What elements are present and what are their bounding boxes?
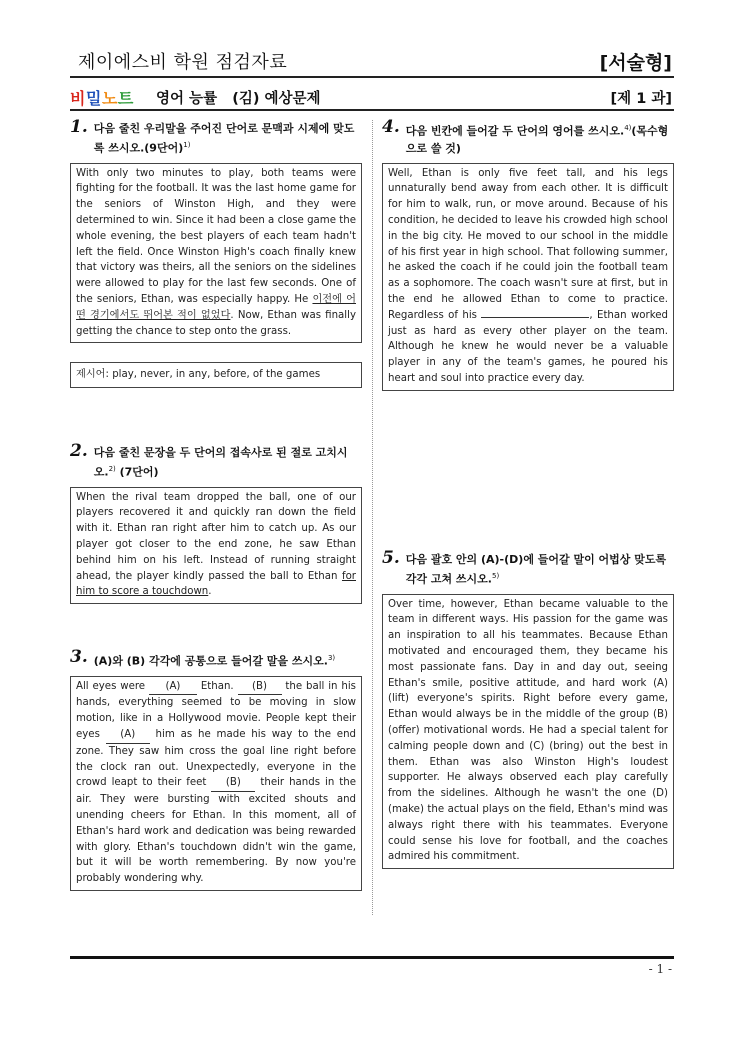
footnote-ref: 4): [624, 124, 632, 132]
question-number: 4.: [382, 117, 400, 137]
footnote-ref: 5): [491, 572, 500, 580]
question-5: [382, 548, 674, 869]
hint-box: 제시어: play, never, in any, before, of the games: [70, 362, 362, 388]
question-4: [382, 117, 674, 391]
passage-box: With only two minutes to play, both teams were fighting for the football. It was the last home game for the seniors of Winston High, and they were determined to win. Since it had been a close game the whole evening, the best players of each team hadn't left the field. Once Winston High's coach finally knew that victory was theirs, all the seniors on the sidelines were allowed to play for the last few seconds. One of the seniors, Ethan, was especially happy. He 이전에 어떤 경기에서도 뛰어본 적이 없었다. Now, Ethan was finally getting the chance to step onto the grass.: [70, 163, 362, 344]
passage-box: Over time, however, Ethan became valuable to the team in different ways. His passion for the game was an inspiration to all his teammates. Because Ethan motivated and encouraged them, they became his most passionate fans. Day in and day out, seeing Ethan's smile, positive attitude, and hard work (A) (lift) everyone's spirits. Right before every game, Ethan would always be in the middle of the group (B) (offer) motivational words. He had a special talent for calming people down and (C) (bring) out the best in them. Ethan was also Winston High's loudest supporter. He always observed each play carefully from the sidelines. Although he wasn't the one (D) (make) the actual plays on the field, Ethan's mind was always right there with his teammates. Everyone could sense his love for football, and the coaches admired his commitment.: [382, 594, 674, 870]
brand-char-3: 노: [101, 89, 118, 108]
brand-char-4: 트: [117, 89, 134, 108]
column-divider: [372, 120, 373, 915]
footnote-ref: 3): [327, 654, 336, 662]
header-rule: [70, 76, 674, 78]
question-3: [70, 647, 362, 891]
underlined-phrase: for him to score a touchdown: [76, 570, 356, 598]
passage-box: When the rival team dropped the ball, one of our players recovered it and quickly ran down the field with it. Ethan ran right after him to catch up. As our player got closer to the end zone, he saw Ethan behind him on his left. Instead of running straight ahead, the player kindly passed the ball to Ethan for him to score a touchdown.: [70, 487, 362, 605]
footer-rule: [70, 956, 674, 959]
footnote-ref: 1): [183, 141, 191, 149]
question-number: 5.: [382, 548, 400, 568]
question-1: [70, 117, 362, 388]
question-prompt: 다음 줄친 우리말을 주어진 단어로 문맥과 시제에 맞도록 쓰시오.(9단어)$^{1)}$: [93, 122, 355, 155]
subject-label: 영어 능률 (김) 예상문제: [156, 91, 321, 107]
question-number: 3.: [70, 647, 88, 667]
question-2: [70, 441, 362, 604]
brand-char-2: 밀: [85, 89, 102, 108]
blank-b[interactable]: (B): [211, 775, 255, 792]
academy-title: 제이에스비 학원 점검자료: [78, 52, 288, 73]
blank-b[interactable]: (B): [238, 679, 282, 696]
question-prompt: (A)와 (B) 각각에 공통으로 들어갈 말을 쓰시오.$^{3)}$: [93, 654, 336, 668]
question-number: 1.: [70, 117, 88, 137]
header-rule-2: [70, 109, 674, 111]
answer-blank[interactable]: [481, 317, 589, 318]
passage-box: All eyes were (A) Ethan. (B) the ball in his hands, everything seemed to be moving in slow motion, like in a Hollywood movie. People kept their eyes (A) him as he made his way to the end zone. They saw him cross the goal line right before the clock ran out. Unexpectedly, everyone in the crowd leapt to their feet (B) their hands in the air. They were bursting with excited shouts and unending cheers for Ethan. In this moment, all of Ethan's hard work and dedication was being rewarded with glory. Ethan's touchdown didn't win the game, but it will be worth remembering. By now you're probably wondering why.: [70, 676, 362, 891]
test-type-label: [서술형]: [599, 52, 672, 74]
question-prompt: 다음 빈칸에 들어갈 두 단어의 영어를 쓰시오.$^{4)}$(목수형으로 쓸 것): [405, 124, 669, 155]
lesson-label: [제 1 과]: [610, 91, 672, 107]
brand-logo: [70, 86, 134, 109]
footnote-ref: 2): [108, 465, 116, 473]
question-prompt: 다음 괄호 안의 (A)-(D)에 들어갈 말이 어법상 맞도록 각각 고쳐 쓰시오.$^{5)}$: [405, 553, 667, 586]
blank-a[interactable]: (A): [106, 727, 150, 744]
passage-box: Well, Ethan is only five feet tall, and his legs unnaturally bend away from each other. It is difficult for him to walk, run, or move around. Because of his condition, he decided to leave his crowded high school in the big city. He moved to our school in the middle of his first year in high school. That following summer, he asked the coach if he could join the football team as a sophomore. The coach wasn't sure at first, but in the end he allowed Ethan to come to practice. Regardless of his , Ethan worked just as hard as every other player on the team. Although he knew he would never be a valuable player in any of the team's games, he poured his heart and soul into practice every day.: [382, 163, 674, 391]
question-number: 2.: [70, 441, 88, 461]
question-prompt: 다음 줄친 문장을 두 단어의 접속사로 된 절로 고치시오.$^{2)}$ (7단어): [93, 446, 348, 479]
page-number: - 1 -: [648, 962, 672, 976]
brand-char-1: 비: [70, 89, 86, 108]
blank-a[interactable]: (A): [149, 679, 197, 696]
underlined-korean: 이전에 어떤 경기에서도 뛰어본 적이 없었다: [76, 294, 356, 321]
